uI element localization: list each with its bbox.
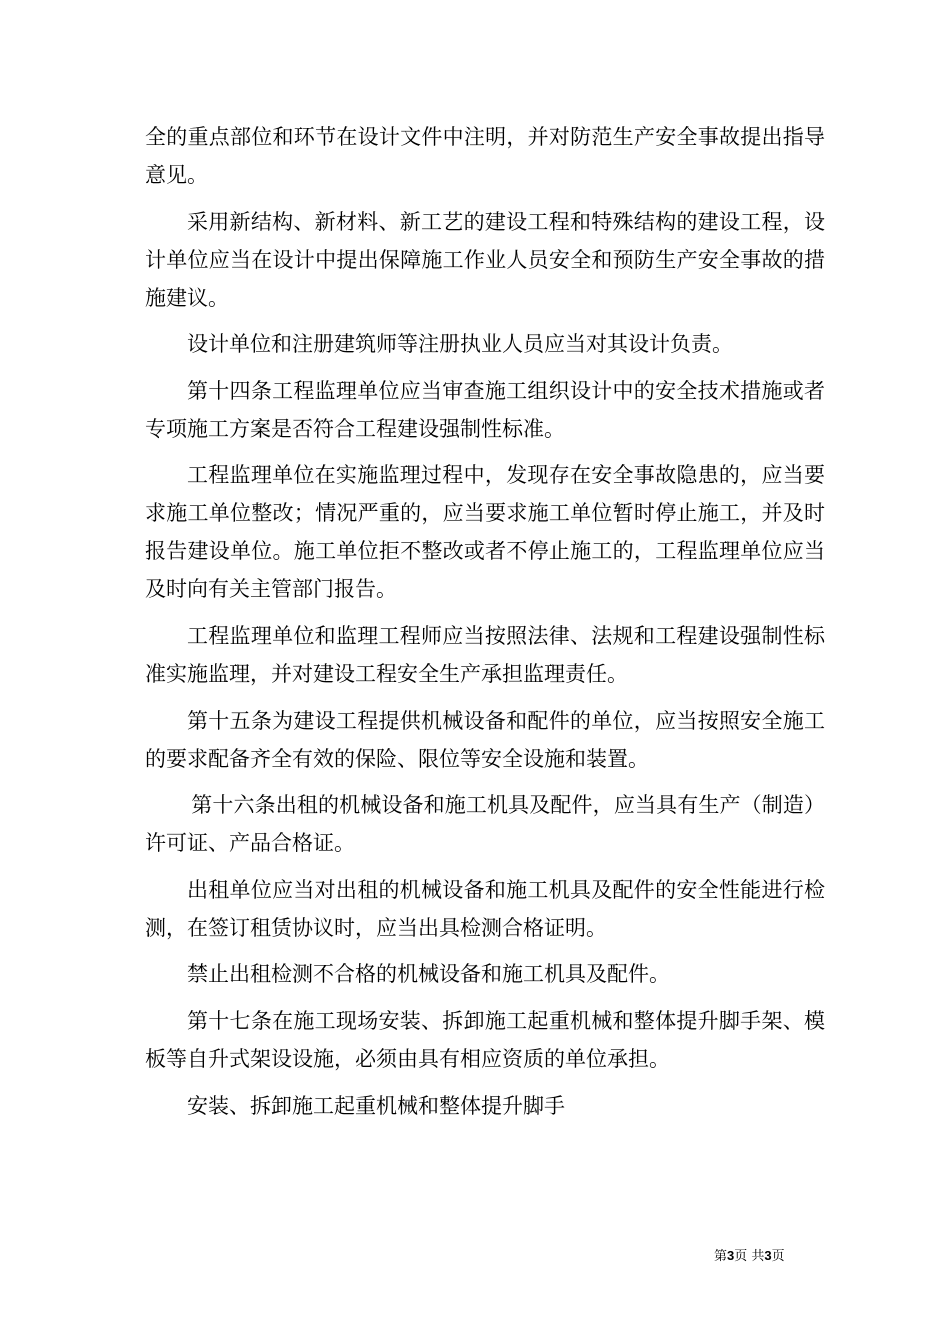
paragraph-article-14: 第十四条工程监理单位应当审查施工组织设计中的安全技术措施或者专项施工方案是否符合工程建设强制性标准。 bbox=[145, 378, 825, 441]
paragraph-rental-inspection: 出租单位应当对出租的机械设备和施工机具及配件的安全性能进行检测，在签订租赁协议时，应当出具检测合格证明。 bbox=[145, 877, 825, 940]
footer-suffix: 页 bbox=[771, 1249, 785, 1264]
footer-prefix: 第 bbox=[714, 1249, 728, 1264]
paragraph-supervision-hazard: 工程监理单位在实施监理过程中，发现存在安全事故隐患的，应当要求施工单位整改；情况严重的，应当要求施工单位暂时停止施工，并及时报告建设单位。施工单位拒不整改或者不停止施工的，工程监理单位应当及时向有关主管部门报告。 bbox=[145, 463, 825, 602]
paragraph-supervision-responsibility: 工程监理单位和监理工程师应当按照法律、法规和工程建设强制性标准实施监理，并对建设工程安全生产承担监理责任。 bbox=[145, 623, 825, 686]
paragraph-new-structure-design: 采用新结构、新材料、新工艺的建设工程和特殊结构的建设工程，设计单位应当在设计中提出保障施工作业人员安全和预防生产安全事故的措施建议。 bbox=[145, 209, 825, 310]
page-number-footer bbox=[714, 1248, 824, 1265]
paragraph-article-15: 第十五条为建设工程提供机械设备和配件的单位，应当按照安全施工的要求配备齐全有效的保险、限位等安全设施和装置。 bbox=[145, 708, 825, 771]
paragraph-continuation: 全的重点部位和环节在设计文件中注明，并对防范生产安全事故提出指导意见。 bbox=[145, 125, 825, 187]
paragraph-installation-fragment: 安装、拆卸施工起重机械和整体提升脚手 bbox=[187, 1093, 565, 1118]
paragraph-article-16: 第十六条出租的机械设备和施工机具及配件，应当具有生产（制造）许可证、产品合格证。 bbox=[145, 793, 825, 856]
footer-middle: 页 共 bbox=[734, 1249, 765, 1264]
paragraph-article-17: 第十七条在施工现场安装、拆卸施工起重机械和整体提升脚手架、模板等自升式架设设施，必须由具有相应资质的单位承担。 bbox=[145, 1008, 825, 1071]
paragraph-rental-prohibition: 禁止出租检测不合格的机械设备和施工机具及配件。 bbox=[187, 962, 670, 987]
paragraph-designer-responsibility: 设计单位和注册建筑师等注册执业人员应当对其设计负责。 bbox=[187, 332, 733, 357]
footer-current-page: 3 bbox=[727, 1248, 735, 1263]
footer-total-pages: 3 bbox=[764, 1248, 772, 1263]
document-body bbox=[145, 118, 825, 1133]
